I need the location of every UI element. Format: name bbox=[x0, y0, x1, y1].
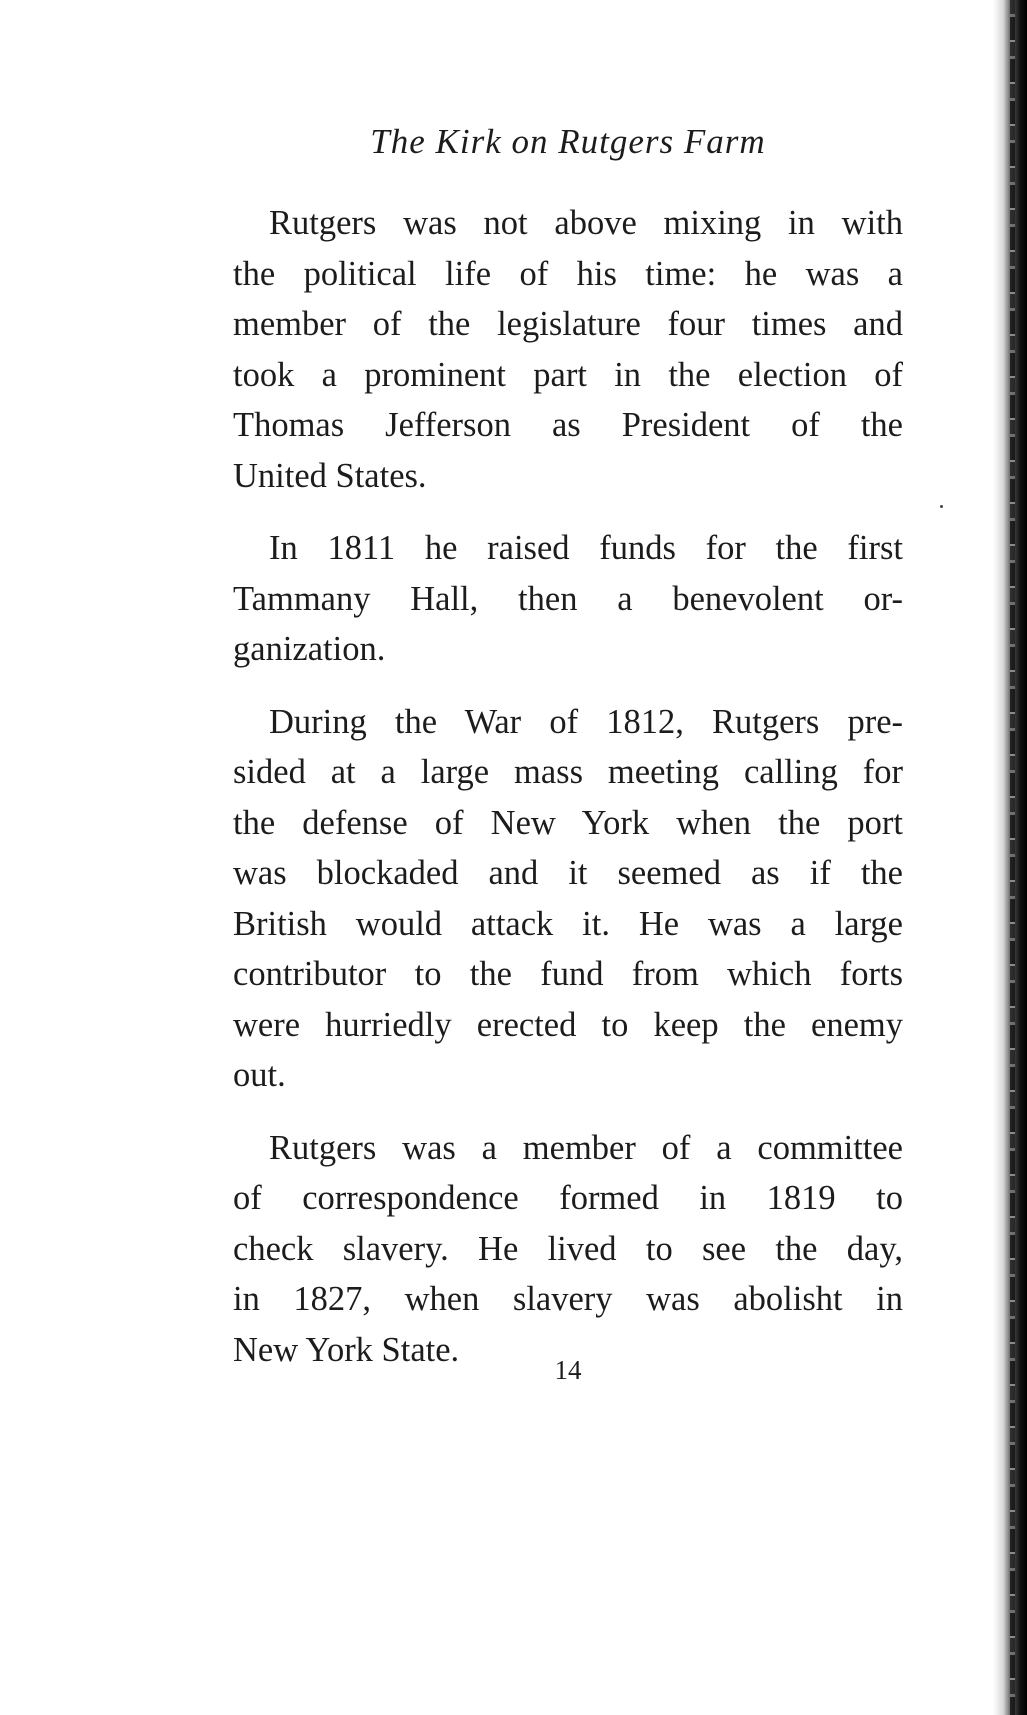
text-line: member of the legislature four times and bbox=[233, 305, 903, 343]
text-line: check slavery. He lived to see the day, bbox=[233, 1229, 903, 1268]
text-line: was blockaded and it seemed as if the bbox=[233, 854, 903, 892]
binding-edge-texture bbox=[1010, 0, 1015, 1715]
text-line: British would attack it. He was a large bbox=[233, 904, 903, 943]
text-line: were hurriedly erected to keep the enemy bbox=[233, 1005, 903, 1044]
text-line: Rutgers was a member of a committee bbox=[269, 1128, 903, 1167]
paragraph-1 bbox=[233, 198, 903, 501]
paragraph-3 bbox=[233, 697, 903, 1101]
running-head: The Kirk on Rutgers Farm bbox=[370, 122, 766, 161]
body-text bbox=[233, 198, 903, 1397]
text-line: United States. bbox=[233, 456, 427, 495]
text-line: the defense of New York when the port bbox=[233, 803, 903, 842]
text-line: out. bbox=[233, 1056, 286, 1094]
text-line: New York State. bbox=[233, 1330, 460, 1369]
ink-speck bbox=[940, 505, 943, 508]
text-line: In 1811 he raised funds for the first bbox=[269, 529, 903, 567]
page-number: 14 bbox=[554, 1355, 582, 1385]
text-line: sided at a large mass meeting calling for bbox=[233, 753, 903, 791]
text-line: contributor to the fund from which forts bbox=[233, 955, 903, 993]
paragraph-4 bbox=[233, 1123, 903, 1376]
text-line: Tammany Hall, then a benevolent or- bbox=[233, 579, 903, 618]
text-line: Thomas Jefferson as President of the bbox=[233, 406, 903, 444]
paragraph-2 bbox=[233, 523, 903, 675]
text-line: During the War of 1812, Rutgers pre- bbox=[269, 702, 903, 741]
text-line: the political life of his time: he was a bbox=[233, 254, 903, 293]
text-line: in 1827, when slavery was abolisht in bbox=[233, 1280, 903, 1318]
text-line: ganization. bbox=[233, 630, 386, 668]
text-line: of correspondence formed in 1819 to bbox=[233, 1179, 903, 1217]
text-line: took a prominent part in the election of bbox=[233, 355, 903, 394]
text-line: Rutgers was not above mixing in with bbox=[269, 204, 903, 242]
